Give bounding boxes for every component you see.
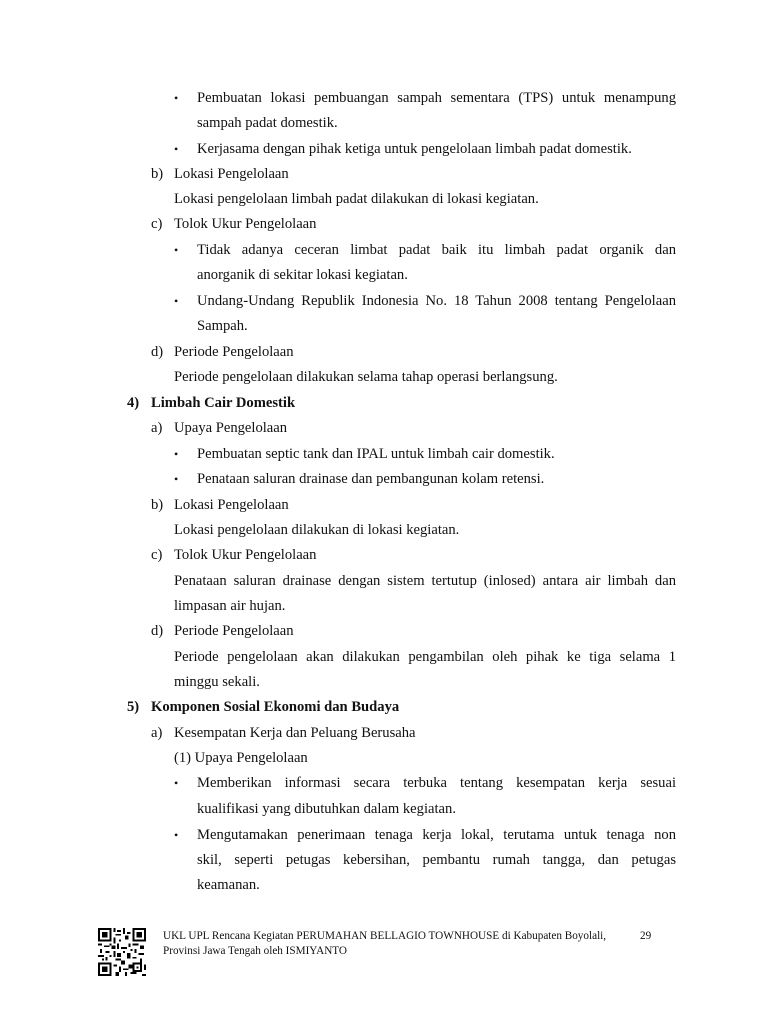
paragraph: Penataan saluran drainase dengan sistem tertutup (inlosed) antara air limbah dan [174, 573, 676, 589]
subheading: Periode Pengelolaan [174, 344, 294, 360]
paragraph: Periode pengelolaan dilakukan selama tahap operasi berlangsung. [174, 369, 558, 385]
item-label: b) [151, 497, 164, 513]
subheading: Upaya Pengelolaan [174, 420, 288, 436]
section-number: 5) [127, 699, 140, 715]
bullet-text: Pembuatan septic tank dan IPAL untuk limbah cair domestik. [197, 446, 555, 462]
qr-code-icon [98, 928, 146, 976]
bullet-text: keamanan. [197, 877, 260, 893]
bullet-icon: • [174, 91, 179, 105]
bullet-text: Memberikan informasi secara terbuka tentang kesempatan kerja sesuai [197, 775, 676, 791]
paragraph: Periode pengelolaan akan dilakukan pengambilan oleh pihak ke tiga selama 1 [174, 649, 676, 665]
bullet-icon: • [174, 447, 179, 461]
paragraph: Lokasi pengelolaan dilakukan di lokasi kegiatan. [174, 522, 460, 538]
subheading: Tolok Ukur Pengelolaan [174, 547, 317, 563]
bullet-icon: • [174, 142, 179, 156]
item-label: d) [151, 344, 164, 360]
subheading: Kesempatan Kerja dan Peluang Berusaha [174, 725, 416, 741]
item-label: a) [151, 725, 163, 741]
item-label: b) [151, 166, 164, 182]
paragraph: minggu sekali. [174, 674, 260, 690]
footer-text: UKL UPL Rencana Kegiatan PERUMAHAN BELLAGIO TOWNHOUSE di Kabupaten Boyolali, [163, 930, 607, 942]
paragraph: limpasan air hujan. [174, 598, 286, 614]
bullet-text: Kerjasama dengan pihak ketiga untuk pengelolaan limbah padat domestik. [197, 141, 632, 157]
item-label: a) [151, 420, 163, 436]
bullet-text: skil, seperti petugas kebersihan, pembantu rumah tangga, dan petugas [197, 852, 676, 868]
bullet-text: sampah padat domestik. [197, 115, 338, 131]
item-label: c) [151, 547, 163, 563]
subheading: (1) Upaya Pengelolaan [174, 750, 308, 766]
bullet-text: Penataan saluran drainase dan pembangunan kolam retensi. [197, 471, 545, 487]
bullet-icon: • [174, 472, 179, 486]
subheading: Lokasi Pengelolaan [174, 497, 289, 513]
section-heading: Limbah Cair Domestik [151, 395, 296, 411]
footer-text: Provinsi Jawa Tengah oleh ISMIYANTO [163, 945, 348, 957]
subheading: Tolok Ukur Pengelolaan [174, 216, 317, 232]
bullet-text: Undang-Undang Republik Indonesia No. 18 Tahun 2008 tentang Pengelolaan [197, 293, 676, 309]
bullet-text: anorganik di sekitar lokasi kegiatan. [197, 267, 408, 283]
bullet-icon: • [174, 294, 179, 308]
section-heading: Komponen Sosial Ekonomi dan Budaya [151, 699, 400, 715]
paragraph: Lokasi pengelolaan limbah padat dilakukan di lokasi kegiatan. [174, 191, 539, 207]
bullet-text: kualifikasi yang dibutuhkan dalam kegiatan. [197, 801, 456, 817]
bullet-icon: • [174, 776, 179, 790]
page-number: 29 [640, 930, 652, 942]
bullet-icon: • [174, 828, 179, 842]
section-number: 4) [127, 395, 140, 411]
subheading: Periode Pengelolaan [174, 623, 294, 639]
item-label: c) [151, 216, 163, 232]
subheading: Lokasi Pengelolaan [174, 166, 289, 182]
bullet-text: Sampah. [197, 318, 248, 334]
bullet-text: Tidak adanya ceceran limbat padat baik itu limbah padat organik dan [197, 242, 676, 258]
item-label: d) [151, 623, 164, 639]
bullet-text: Mengutamakan penerimaan tenaga kerja lokal, terutama untuk tenaga non [197, 827, 676, 843]
bullet-text: Pembuatan lokasi pembuangan sampah sementara (TPS) untuk menampung [197, 90, 676, 106]
bullet-icon: • [174, 243, 179, 257]
